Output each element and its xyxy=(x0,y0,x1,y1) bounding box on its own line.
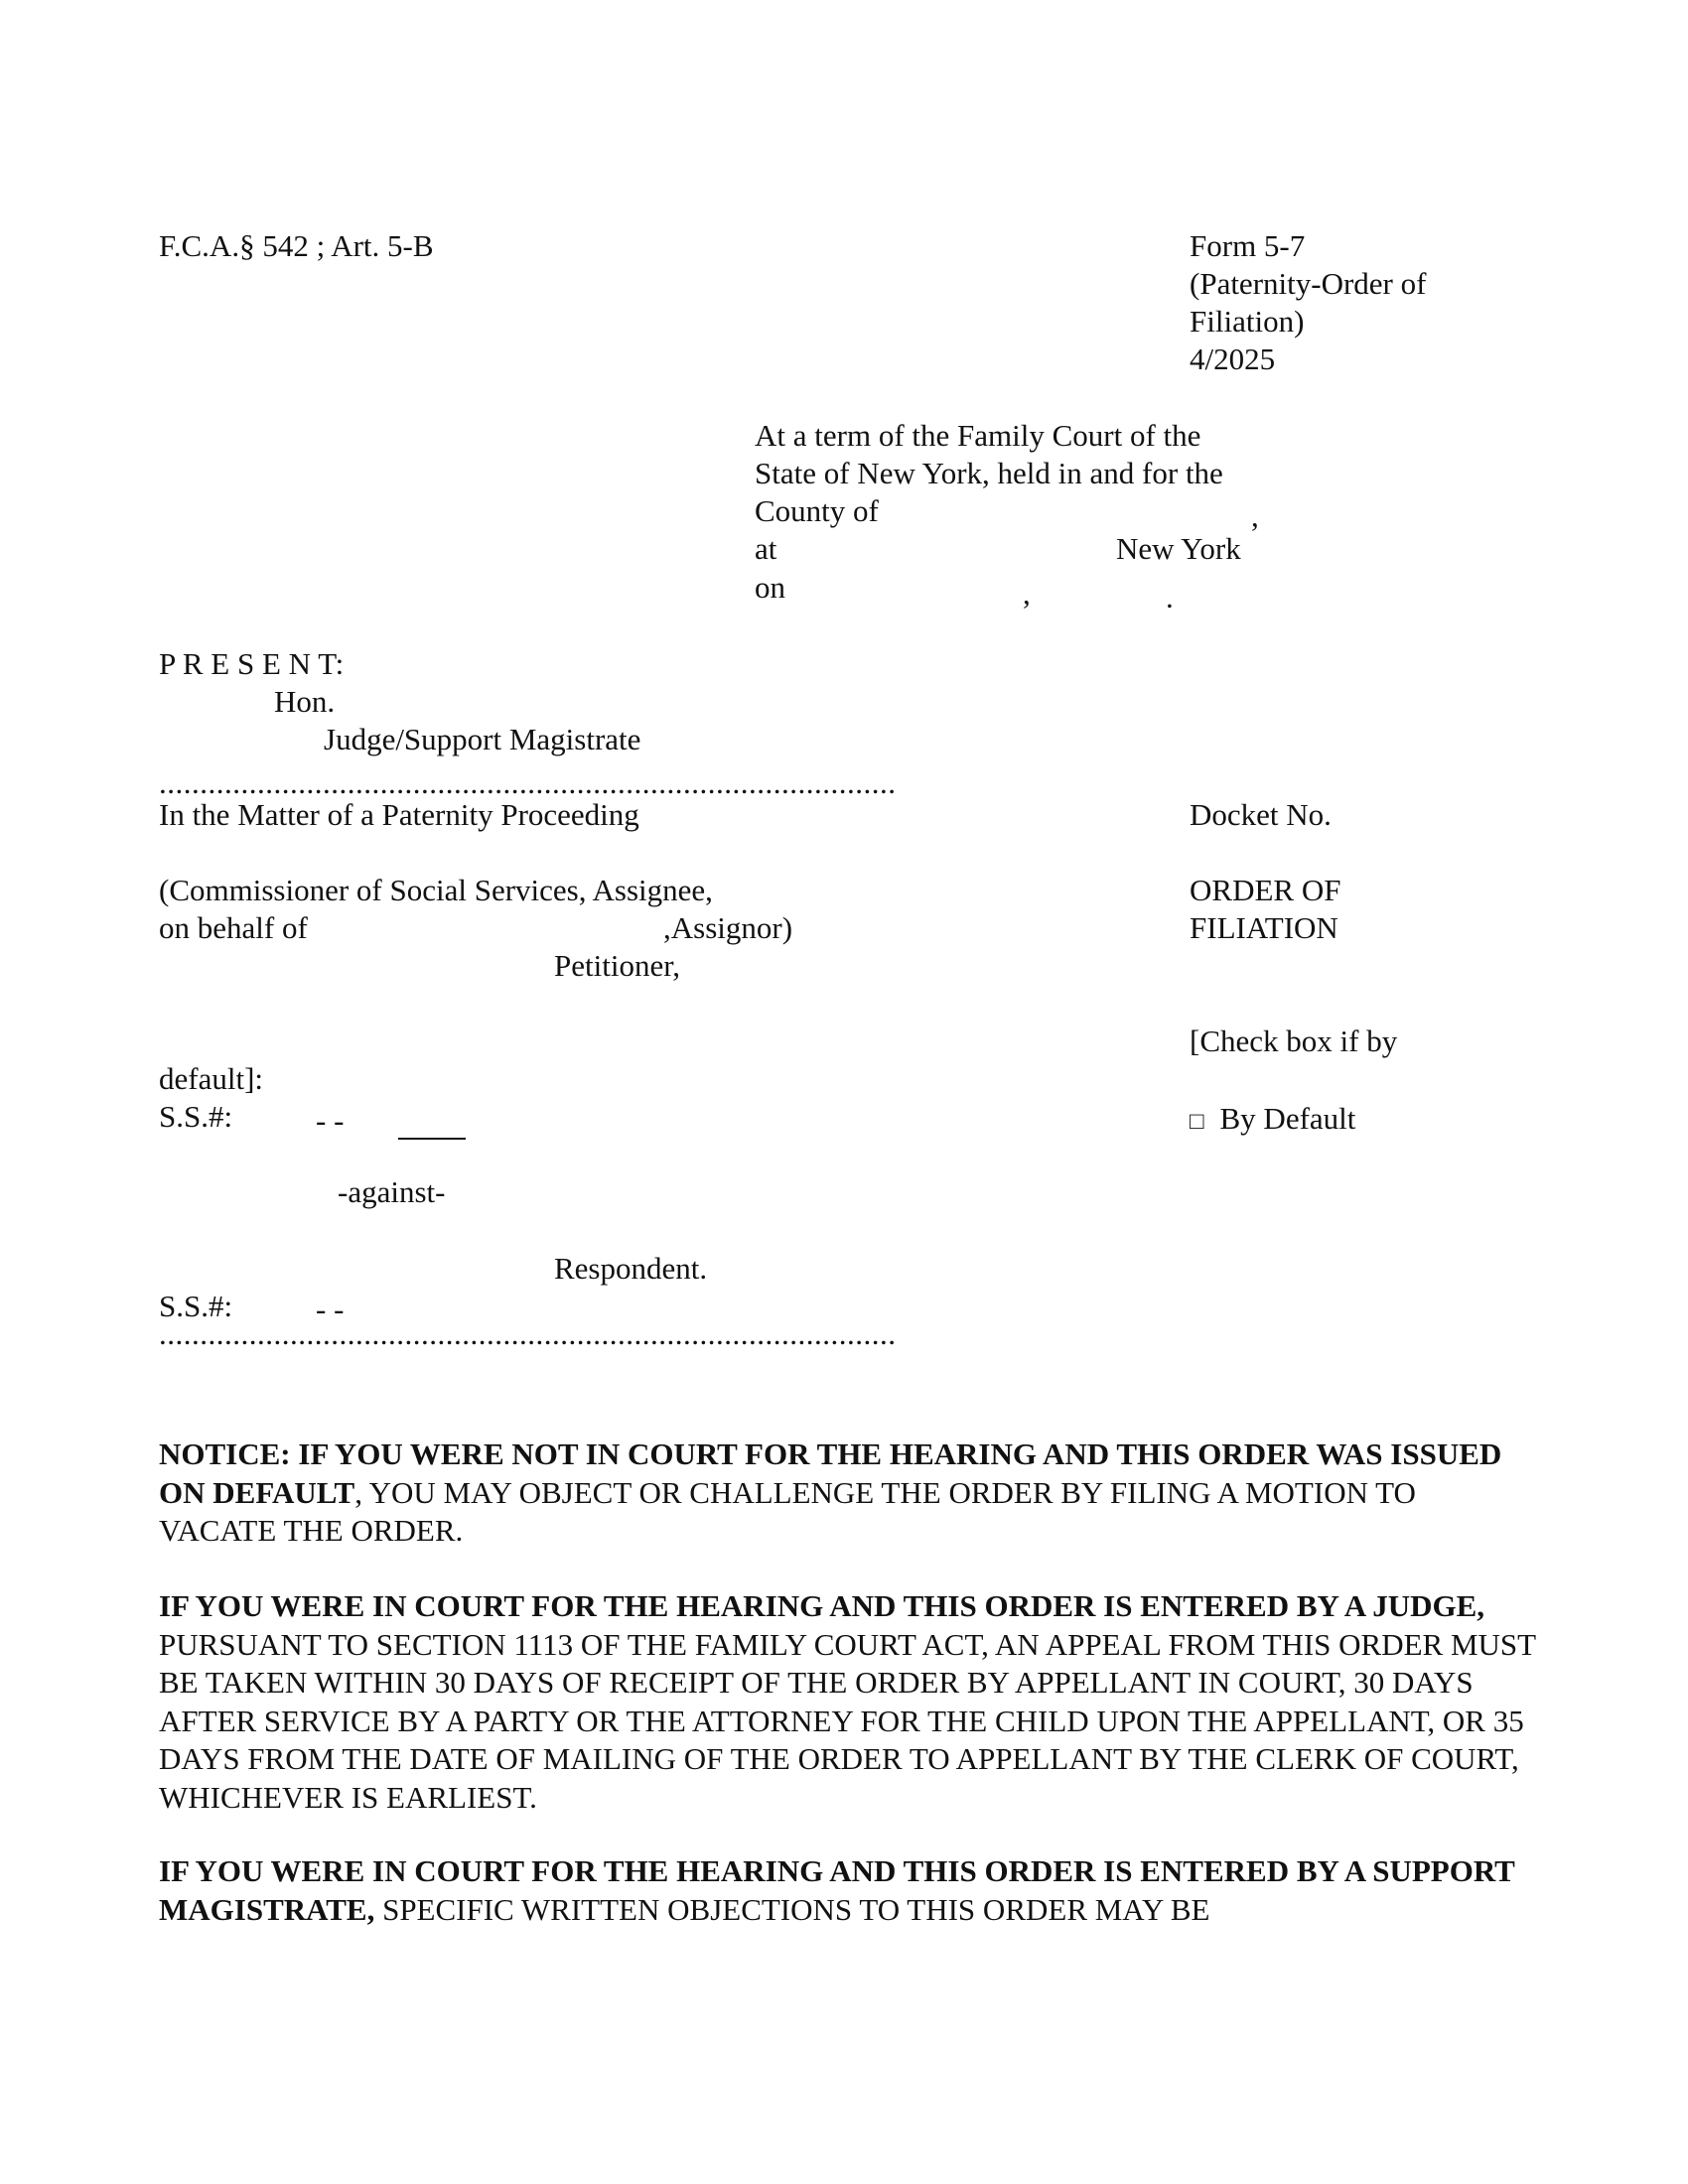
by-default-checkbox-row[interactable] xyxy=(1190,1100,1355,1141)
caption-bottom-rule: .......................................................................................... xyxy=(159,1316,897,1351)
court-term-line2: State of New York, held in and for the xyxy=(755,456,1223,490)
checkbox-icon[interactable]: □ xyxy=(1190,1109,1204,1135)
default-note: default]: xyxy=(159,1061,264,1096)
form-date: 4/2025 xyxy=(1190,341,1276,376)
on-label: on xyxy=(755,570,785,605)
on-comma: , xyxy=(1023,576,1031,611)
form-title-line2: Filiation) xyxy=(1190,304,1305,339)
notice-judge-bold: IF YOU WERE IN COURT FOR THE HEARING AND THIS ORDER IS ENTERED BY A JUDGE, xyxy=(159,1588,1485,1623)
matter-title: In the Matter of a Paternity Proceeding xyxy=(159,797,639,832)
notice-default-text: , YOU MAY OBJECT OR CHALLENGE THE ORDER BY FILING A MOTION TO VACATE THE ORDER. xyxy=(159,1474,1416,1548)
against-label: -against- xyxy=(338,1174,446,1209)
petitioner-on-behalf: on behalf of xyxy=(159,910,308,945)
notice-default-bold: NOTICE: IF YOU WERE NOT IN COURT FOR THE HEARING AND THIS ORDER WAS ISSUED ON DEFAULT xyxy=(159,1436,1502,1510)
ss-number-label-2: S.S.#: xyxy=(159,1289,233,1323)
petitioner-assignor: ,Assignor) xyxy=(663,910,793,945)
present-label: P R E S E N T: xyxy=(159,646,345,681)
ss-number-label-1: S.S.#: xyxy=(159,1099,233,1134)
statute-reference: F.C.A.§ 542 ; Art. 5-B xyxy=(159,228,434,263)
petitioner-line1: (Commissioner of Social Services, Assignee, xyxy=(159,873,713,907)
on-period: . xyxy=(1166,580,1174,614)
order-title-line2: FILIATION xyxy=(1190,910,1338,945)
caption-top-rule: .......................................................................................... xyxy=(159,765,897,800)
county-label: County of xyxy=(755,493,879,528)
form-title-line1: (Paternity-Order of xyxy=(1190,266,1427,301)
by-default-label: By Default xyxy=(1219,1101,1356,1136)
notice-judge-text: PURSUANT TO SECTION 1113 OF THE FAMILY COURT ACT, AN APPEAL FROM THIS ORDER MUST BE TAKEN WITHIN 30 DAYS OF RECEIPT OF THE ORDER BY APPELLANT IN COURT, 30 DAYS AFTER SERVICE BY A PARTY OR THE ATTORNEY FOR THE CHILD UPON THE APPELLANT, OR 35 DAYS FROM THE DATE OF MAILING OF THE ORDER TO APPELLANT BY THE CLERK OF COURT, WHICHEVER IS EARLIEST. xyxy=(159,1626,1536,1815)
ss-number-blank-line xyxy=(398,1138,466,1140)
docket-label: Docket No. xyxy=(1190,797,1332,832)
state-name: New York xyxy=(1116,531,1241,566)
county-comma: , xyxy=(1251,498,1259,533)
ss-number-separators-2: - - xyxy=(316,1292,345,1326)
notice-magistrate-text: SPECIFIC WRITTEN OBJECTIONS TO THIS ORDER MAY BE xyxy=(374,1891,1210,1927)
form-number: Form 5-7 xyxy=(1190,228,1306,263)
notice-default-paragraph xyxy=(159,1435,1539,1551)
ss-number-separators-1: - - xyxy=(316,1103,345,1138)
judge-title: Judge/Support Magistrate xyxy=(324,722,641,756)
notice-magistrate-bold: IF YOU WERE IN COURT FOR THE HEARING AND THIS ORDER IS ENTERED BY A SUPPORT MAGISTRATE, xyxy=(159,1853,1515,1927)
respondent-label: Respondent. xyxy=(554,1251,708,1286)
notice-judge-paragraph xyxy=(159,1587,1539,1817)
at-label: at xyxy=(755,531,777,566)
check-note: [Check box if by xyxy=(1190,1024,1398,1058)
hon-label: Hon. xyxy=(274,684,336,719)
form-info-block xyxy=(1190,227,1426,378)
petitioner-label: Petitioner, xyxy=(554,948,681,983)
court-term-line1: At a term of the Family Court of the xyxy=(755,418,1201,453)
notice-magistrate-paragraph xyxy=(159,1852,1539,1929)
order-title-line1: ORDER OF xyxy=(1190,873,1341,907)
